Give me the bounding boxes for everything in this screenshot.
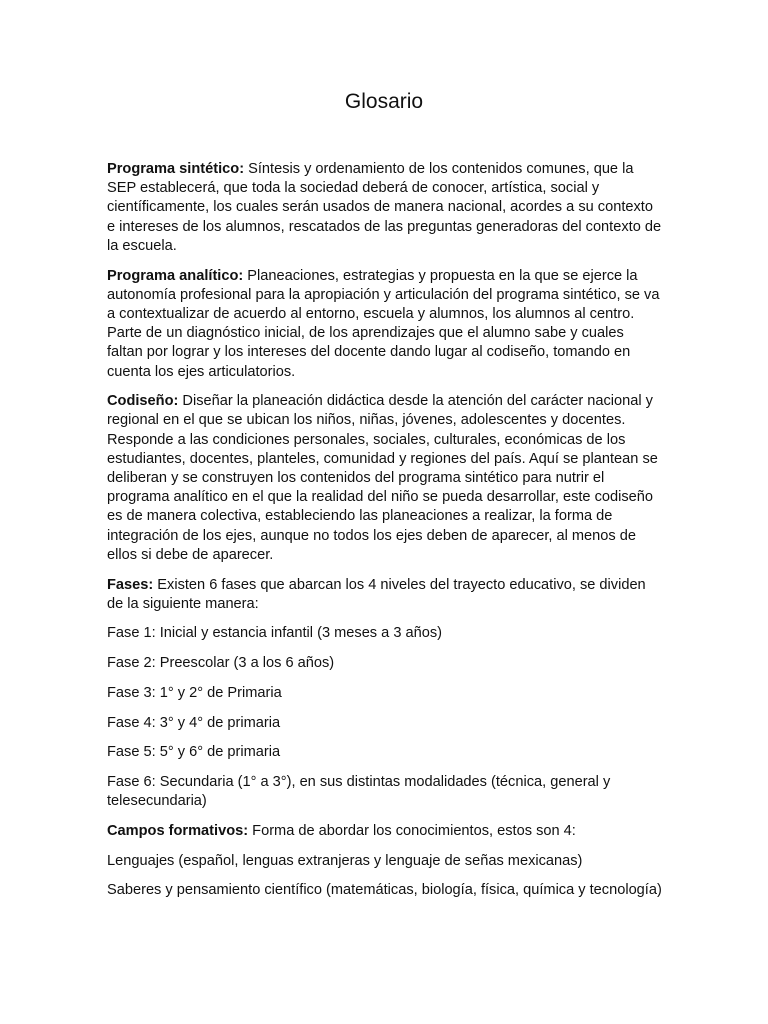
glossary-entry-codiseno: [107, 392, 663, 565]
entry-term: Codiseño:: [107, 393, 179, 410]
glossary-entry-fases: [107, 576, 663, 614]
entry-term: Fases:: [107, 576, 154, 593]
glossary-entry-campos-formativos: [107, 822, 663, 841]
entry-term: Programa sintético:: [107, 161, 245, 177]
entry-term: Programa analítico:: [107, 267, 244, 284]
campo-item: Saberes y pensamiento científico (matemáticas, biología, física, química y tecnología): [107, 882, 662, 899]
phase-item: Fase 1: Inicial y estancia infantil (3 meses a 3 años): [107, 625, 443, 642]
phase-item: Fase 4: 3° y 4° de primaria: [107, 714, 281, 731]
entry-definition: Diseñar la planeación didáctica desde la atención del carácter nacional y regional en el que se ubican los niños, niñas, jóvenes, adolescentes y docentes. Responde a las condiciones personales, sociales, culturales, económicas de los estudiantes, docentes, planteles, comunidad y regiones del país. Aquí se plantean se deliberan y se construyen los contenidos del programa sintético para nutrir el programa analítico en el que la realidad del niño se pueda desarrollar, este codiseño es de manera colectiva, estableciendo las planeaciones a realizar, la forma de integración de los ejes, aunque no todos los ejes deben de aparecer, al menos de ellos si debe de aparecer.: [107, 393, 658, 563]
entry-definition: Planeaciones, estrategias y propuesta en la que se ejerce la autonomía profesional para la apropiación y articulación del programa sintético, se va a contextualizar de acuerdo al entorno, escuela y alumnos, los alumnos al centro. Parte de un diagnóstico inicial, de los aprendizajes que el alumno sabe y cuales faltan por lograr y los intereses del docente dando lugar al codiseño, tomando en cuenta los ejes articulatorios.: [107, 267, 660, 380]
glossary-entry-programa-analitico: [107, 267, 663, 382]
phase-item: Fase 6: Secundaria (1° a 3°), en sus distintas modalidades (técnica, general y telesecundaria): [107, 773, 611, 810]
phase-item: Fase 2: Preescolar (3 a los 6 años): [107, 655, 335, 672]
entry-definition: Existen 6 fases que abarcan los 4 niveles del trayecto educativo, se dividen de la siguiente manera:: [107, 576, 646, 612]
entry-definition: Síntesis y ordenamiento de los contenidos comunes, que la SEP establecerá, que toda la sociedad deberá de conocer, artística, social y científicamente, los cuales serán usados de manera nacional, acordes a su contexto e intereses de los alumnos, rescatados de las preguntas generadoras del contexto de la escuela.: [107, 161, 662, 254]
phase-item: Fase 5: 5° y 6° de primaria: [107, 744, 281, 761]
entry-definition: Forma de abordar los conocimientos, estos son 4:: [248, 822, 576, 839]
entry-term: Campos formativos:: [107, 822, 249, 839]
campo-item: Lenguajes (español, lenguas extranjeras y lenguaje de señas mexicanas): [107, 852, 583, 869]
page-title: Glosario: [344, 90, 424, 113]
glossary-entry-programa-sintetico: [107, 160, 663, 256]
phase-item: Fase 3: 1° y 2° de Primaria: [107, 684, 282, 701]
document-body: [107, 160, 663, 911]
